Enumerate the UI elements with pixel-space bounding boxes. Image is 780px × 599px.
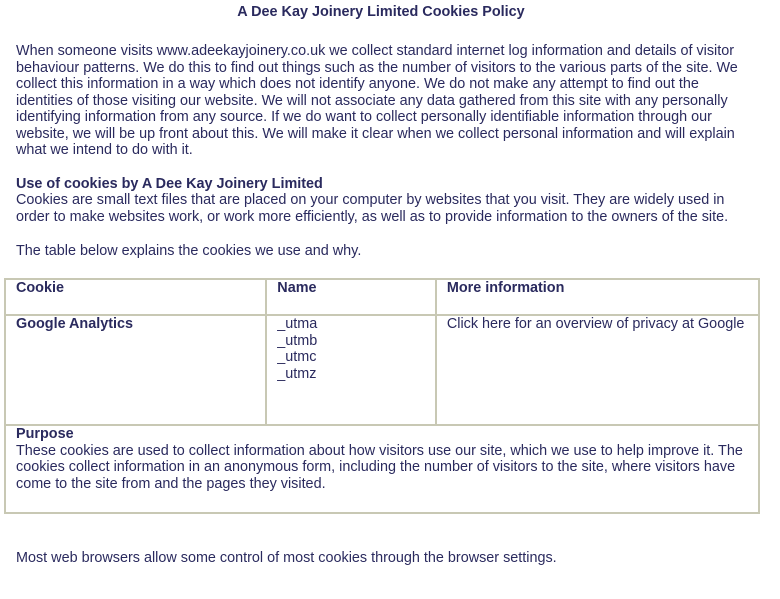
cookie-name: _utma	[277, 316, 318, 332]
cookie-name: _utmb	[277, 332, 318, 349]
page-title: A Dee Kay Joinery Limited Cookies Policy	[237, 4, 525, 20]
purpose-label: Purpose	[16, 426, 74, 442]
cookies-section-body: Cookies are small text files that are placed on your computer by websites that you visit. They are widely used in order to make websites work, or work more efficiently, as well as to provide information to the owners of the site.	[16, 192, 729, 225]
table-header-row	[5, 279, 759, 315]
purpose-cell	[5, 425, 759, 513]
cookie-names-cell	[266, 315, 436, 425]
cookies-section-heading: Use of cookies by A Dee Kay Joinery Limited	[16, 176, 323, 192]
header-more-information: More information	[436, 279, 759, 315]
header-name: Name	[266, 279, 436, 315]
google-privacy-link[interactable]: Click here for an overview of privacy at Google	[446, 316, 745, 332]
table-row	[5, 315, 759, 425]
cookies-table	[4, 278, 760, 514]
table-intro: The table below explains the cookies we use and why.	[16, 243, 362, 259]
purpose-text: These cookies are used to collect information about how visitors use our site, which we use to help improve it. The cookies collect information in an anonymous form, including the number of visitors to the site, where visitors have come to the site from and the pages they visited.	[16, 442, 743, 492]
purpose-row	[5, 425, 759, 513]
cookie-name: _utmc	[277, 349, 317, 365]
footer-note: Most web browsers allow some control of most cookies through the browser settings.	[16, 550, 557, 566]
more-info-cell	[436, 315, 759, 425]
header-cookie: Cookie	[5, 279, 266, 315]
intro-paragraph: When someone visits www.adeekayjoinery.co.uk we collect standard internet log information and details of visitor behaviour patterns. We do this to find out things such as the number of visitors to the various parts of the site. We collect this information in a way which does not identify anyone. We do not make any attempt to find out the identities of those visiting our website. We will not associate any data gathered from this site with any personally identifying information from any source. If we do want to collect personally identifiable information through our website, we will be up front about this. We will make it clear when we collect personal information and will explain what we intend to do with it.	[16, 43, 738, 158]
cookie-name: _utmz	[277, 365, 317, 382]
cookie-cell: Google Analytics	[5, 315, 266, 425]
